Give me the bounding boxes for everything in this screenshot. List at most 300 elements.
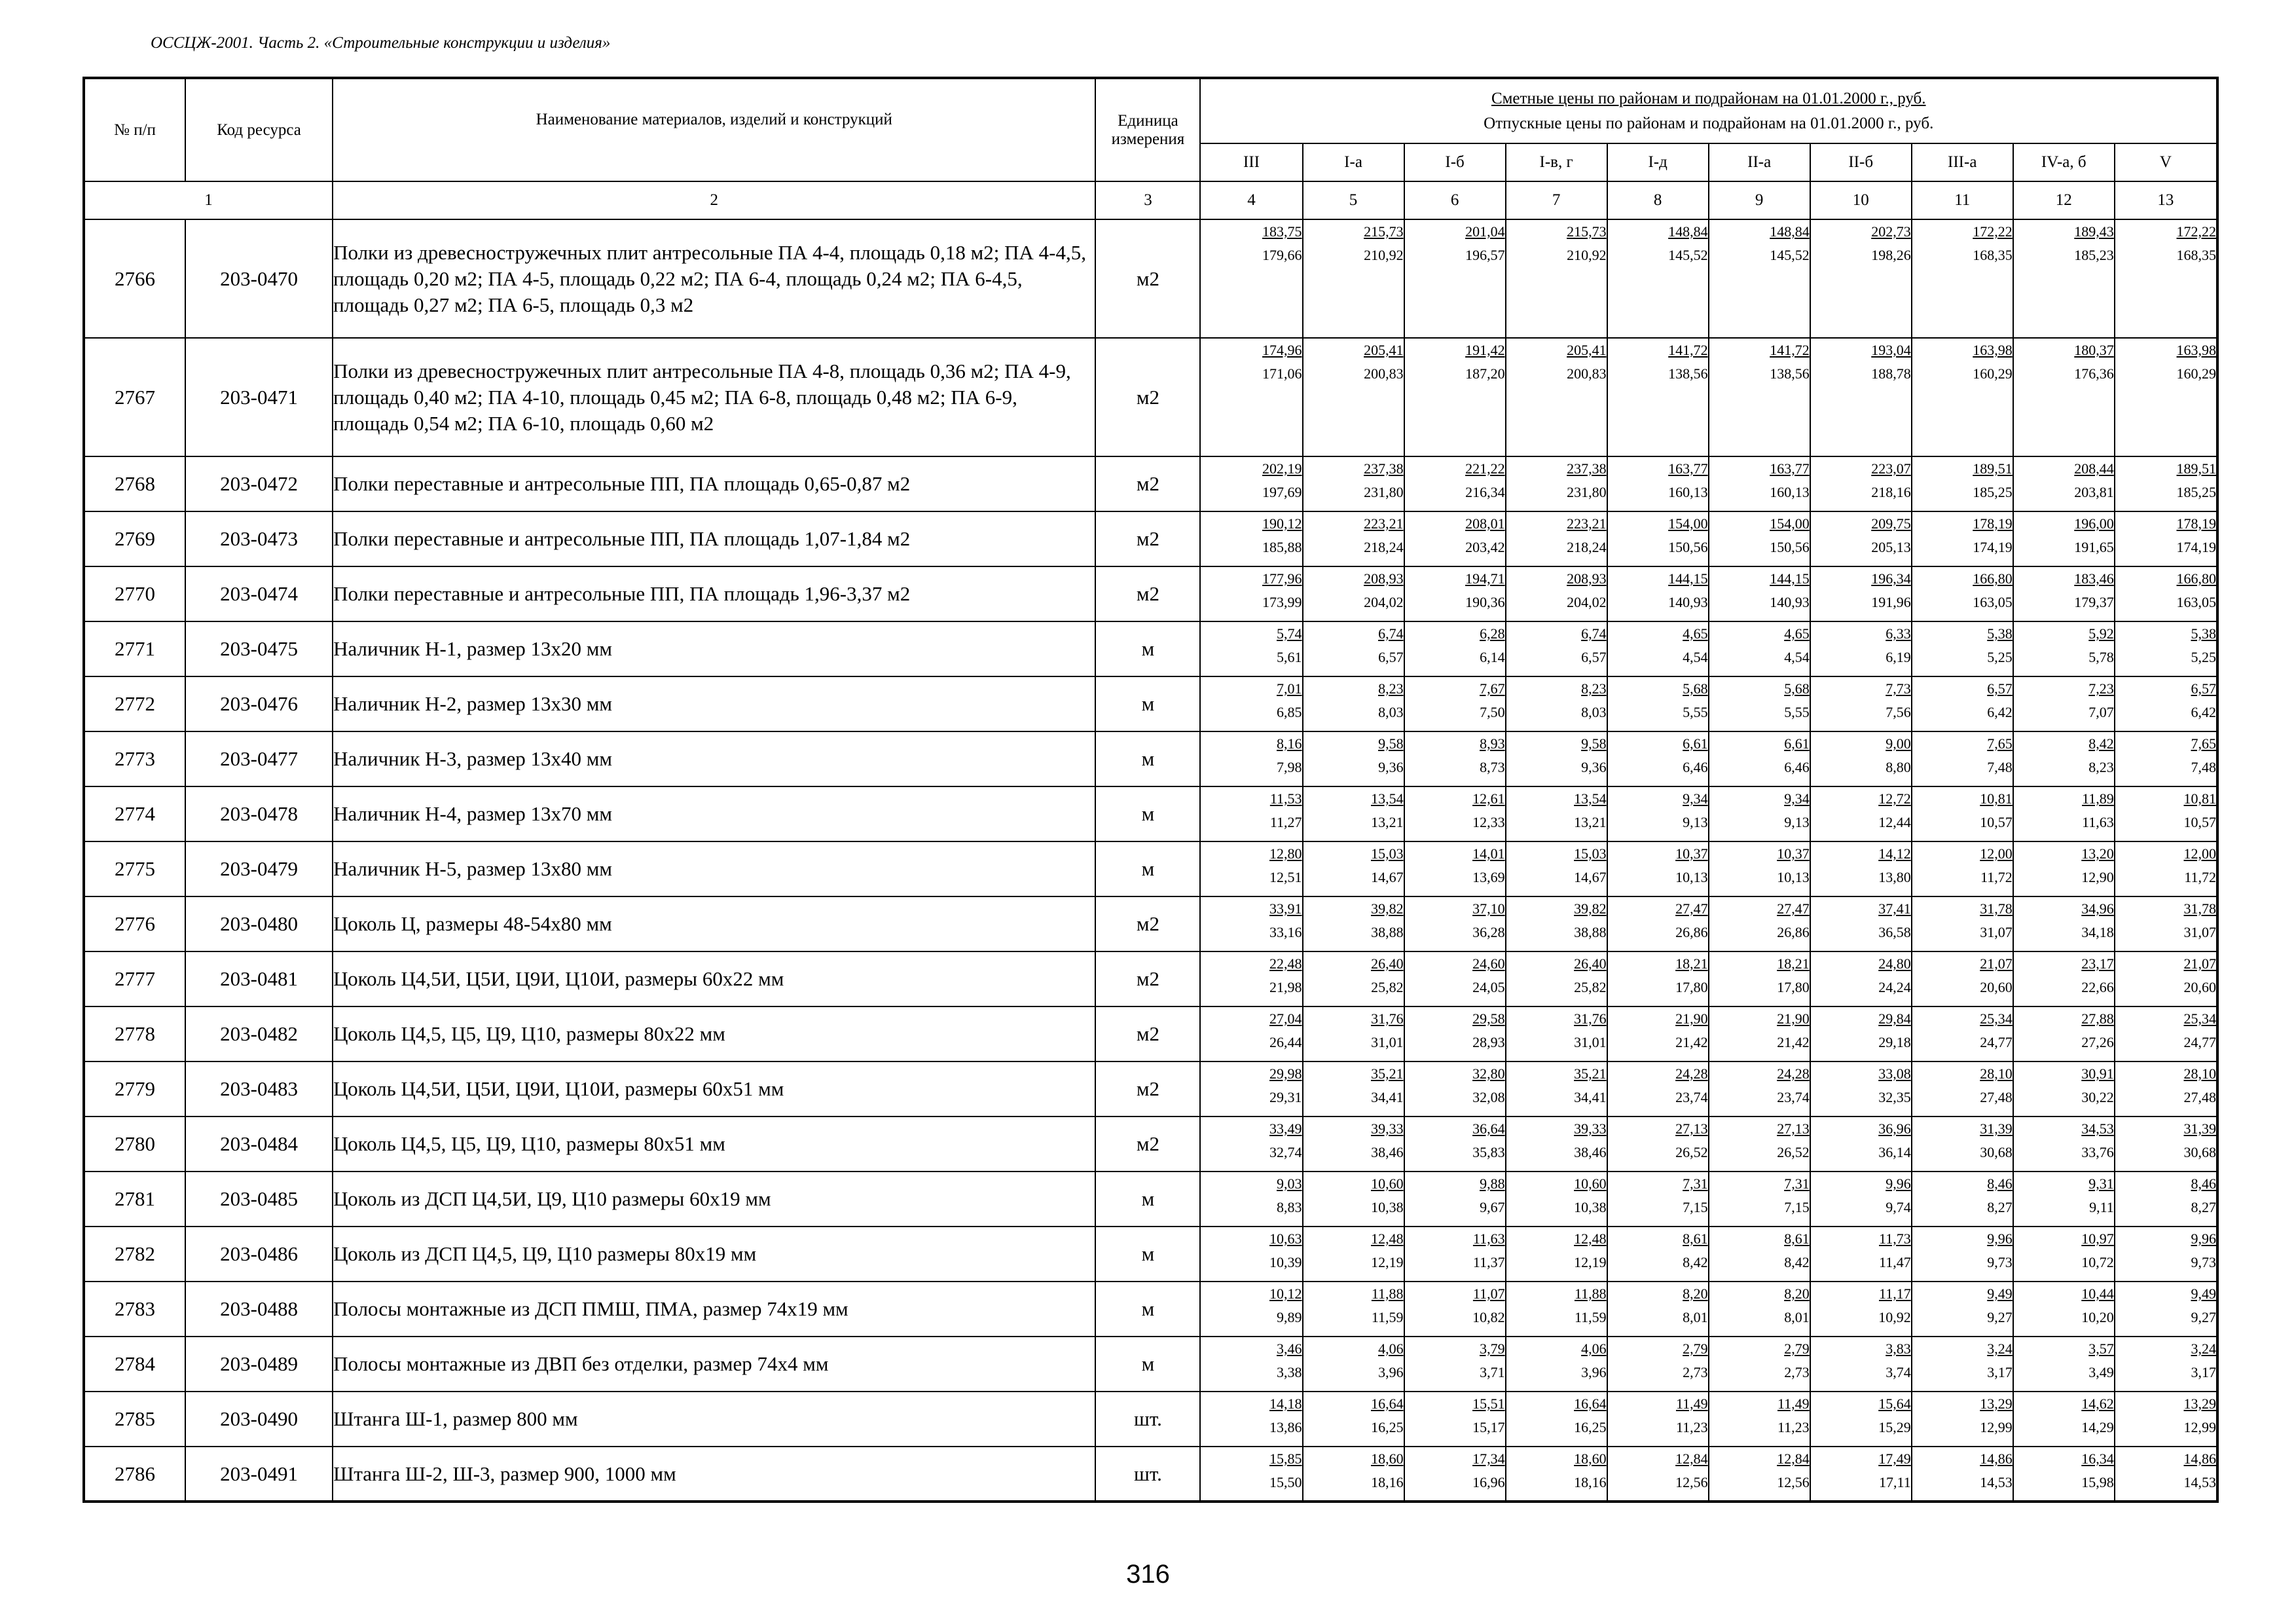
estimate-price: 8,42: [2088, 735, 2114, 752]
estimate-price: 34,53: [2081, 1120, 2114, 1137]
price-cell: [1303, 456, 1404, 511]
release-price: 176,36: [2074, 365, 2114, 382]
estimate-price: 223,21: [1364, 515, 1404, 532]
estimate-price: 27,88: [2081, 1010, 2114, 1027]
release-price: 4,54: [1683, 649, 1708, 665]
release-price: 5,61: [1277, 649, 1302, 665]
estimate-price: 5,38: [2191, 625, 2216, 642]
release-price: 185,23: [2074, 247, 2114, 263]
release-price: 174,19: [1973, 539, 2013, 555]
price-cell: [2115, 1227, 2217, 1282]
table-row: [84, 1006, 2217, 1061]
release-price: 168,35: [1973, 247, 2013, 263]
price-cell: [1506, 951, 1607, 1006]
price-cell: [1607, 1172, 1709, 1227]
price-cell: [1912, 1282, 2013, 1337]
price-cell: [1709, 1392, 1810, 1447]
price-cell: [1810, 1061, 1912, 1116]
release-price: 14,53: [2183, 1474, 2216, 1490]
release-price: 12,99: [1980, 1419, 2013, 1435]
estimate-price: 32,80: [1472, 1065, 1505, 1082]
price-cell: [1506, 841, 1607, 896]
release-price: 174,19: [2176, 539, 2216, 555]
release-price: 145,52: [1668, 247, 1708, 263]
estimate-price: 8,20: [1784, 1285, 1810, 1302]
price-cell: [1912, 1172, 2013, 1227]
price-cell: [2115, 511, 2217, 566]
release-price: 8,83: [1277, 1199, 1302, 1215]
estimate-price: 5,68: [1683, 680, 1708, 697]
column-number: 5: [1303, 181, 1404, 219]
price-cell: [1810, 1172, 1912, 1227]
release-price: 26,86: [1777, 924, 1810, 940]
release-price: 6,14: [1480, 649, 1505, 665]
price-cell: [1200, 338, 1302, 456]
item-name: Полки из древесностружечных плит антресольные ПА 4-4, площадь 0,18 м2; ПА 4-4,5, площадь 0,20 м2; ПА 4-5, площадь 0,22 м2; ПА 6-4, площадь 0,24 м2; ПА 6-4,5, площадь 0,27 м2; ПА 6-5, площадь 0,3 м2: [333, 219, 1095, 338]
release-price: 10,57: [2183, 814, 2216, 830]
estimate-price: 202,19: [1262, 460, 1302, 477]
estimate-price: 33,49: [1269, 1120, 1302, 1137]
estimate-price: 9,96: [1886, 1175, 1911, 1192]
price-cell: [1912, 1392, 2013, 1447]
release-price: 173,99: [1262, 594, 1302, 610]
release-price: 10,13: [1777, 869, 1810, 885]
price-cell: [1506, 1227, 1607, 1282]
estimate-price: 8,16: [1277, 735, 1302, 752]
price-cell: [1404, 896, 1506, 951]
unit-of-measure: м2: [1095, 456, 1200, 511]
price-cell: [1810, 1227, 1912, 1282]
release-price: 210,92: [1567, 247, 1607, 263]
estimate-price: 23,17: [2081, 955, 2114, 972]
price-cell: [1506, 1061, 1607, 1116]
column-number: 7: [1506, 181, 1607, 219]
price-cell: [1200, 511, 1302, 566]
price-cell: [1607, 1116, 1709, 1172]
resource-code: 203-0491: [185, 1447, 333, 1502]
price-cell: [1303, 676, 1404, 731]
price-cell: [1404, 1006, 1506, 1061]
release-price: 185,25: [2176, 484, 2216, 500]
price-cell: [1912, 951, 2013, 1006]
unit-of-measure: м: [1095, 731, 1200, 786]
release-price: 11,23: [1675, 1419, 1708, 1435]
region-header: I-б: [1404, 143, 1506, 181]
estimate-price: 29,98: [1269, 1065, 1302, 1082]
row-number: 2784: [84, 1337, 185, 1392]
price-cell: [1810, 1116, 1912, 1172]
estimate-price: 9,03: [1277, 1175, 1302, 1192]
release-price: 11,72: [2184, 869, 2216, 885]
estimate-price: 37,10: [1472, 900, 1505, 917]
release-price: 7,07: [2088, 704, 2114, 720]
release-price: 140,93: [1668, 594, 1708, 610]
estimate-price: 6,74: [1378, 625, 1404, 642]
estimate-price: 163,77: [1770, 460, 1810, 477]
price-cell: [1506, 1337, 1607, 1392]
column-number: 12: [2013, 181, 2115, 219]
resource-code: 203-0471: [185, 338, 333, 456]
price-cell: [1506, 566, 1607, 621]
estimate-price: 144,15: [1770, 570, 1810, 587]
release-price: 29,18: [1878, 1034, 1911, 1050]
price-cell: [1303, 841, 1404, 896]
estimate-price: 27,47: [1777, 900, 1810, 917]
estimate-price: 5,68: [1784, 680, 1810, 697]
release-price: 12,33: [1472, 814, 1505, 830]
estimate-price: 11,63: [1472, 1230, 1505, 1247]
price-cell: [1404, 1061, 1506, 1116]
price-cell: [2013, 1282, 2115, 1337]
release-price: 7,98: [1277, 759, 1302, 775]
unit-of-measure: м2: [1095, 951, 1200, 1006]
estimate-price: 144,15: [1668, 570, 1708, 587]
release-price: 32,35: [1878, 1089, 1911, 1105]
price-cell: [1607, 951, 1709, 1006]
release-price: 15,17: [1472, 1419, 1505, 1435]
estimate-price: 163,77: [1668, 460, 1708, 477]
release-price: 150,56: [1770, 539, 1810, 555]
estimate-price: 30,91: [2081, 1065, 2114, 1082]
release-price: 24,24: [1878, 979, 1911, 995]
price-cell: [1709, 456, 1810, 511]
estimate-price: 10,97: [2081, 1230, 2114, 1247]
column-number: 8: [1607, 181, 1709, 219]
release-price: 29,31: [1269, 1089, 1302, 1105]
estimate-price: 24,28: [1777, 1065, 1810, 1082]
column-number: 6: [1404, 181, 1506, 219]
resource-code: 203-0475: [185, 621, 333, 676]
price-cell: [1912, 621, 2013, 676]
estimate-price: 194,71: [1465, 570, 1505, 587]
row-number: 2777: [84, 951, 185, 1006]
column-number: 11: [1912, 181, 2013, 219]
estimate-price: 223,07: [1871, 460, 1911, 477]
estimate-price: 202,73: [1871, 223, 1911, 240]
estimate-price: 189,43: [2074, 223, 2114, 240]
item-name: Наличник Н-1, размер 13х20 мм: [333, 621, 1095, 676]
price-cell: [1200, 566, 1302, 621]
resource-code: 203-0483: [185, 1061, 333, 1116]
estimate-price: 221,22: [1465, 460, 1505, 477]
price-cell: [1506, 1447, 1607, 1502]
price-cell: [1709, 511, 1810, 566]
item-name: Полки переставные и антресольные ПП, ПА площадь 0,65-0,87 м2: [333, 456, 1095, 511]
price-cell: [2013, 456, 2115, 511]
price-cell: [1200, 1282, 1302, 1337]
estimate-price: 9,31: [2088, 1175, 2114, 1192]
estimate-price: 10,12: [1269, 1285, 1302, 1302]
release-price: 7,15: [1683, 1199, 1708, 1215]
release-price: 8,23: [2088, 759, 2114, 775]
estimate-price: 196,00: [2074, 515, 2114, 532]
resource-code: 203-0489: [185, 1337, 333, 1392]
price-cell: [1506, 1006, 1607, 1061]
table-row: [84, 1172, 2217, 1227]
estimate-price: 27,04: [1269, 1010, 1302, 1027]
estimate-price: 8,61: [1784, 1230, 1810, 1247]
estimate-price: 8,93: [1480, 735, 1505, 752]
region-header: III: [1200, 143, 1302, 181]
price-cell: [1303, 1061, 1404, 1116]
price-cell: [2013, 731, 2115, 786]
estimate-price: 39,82: [1371, 900, 1404, 917]
table-row: [84, 1447, 2217, 1502]
price-cell: [1607, 1061, 1709, 1116]
estimate-price: 11,07: [1472, 1285, 1505, 1302]
release-price: 9,11: [2089, 1199, 2114, 1215]
estimate-price: 9,58: [1581, 735, 1607, 752]
estimate-price: 12,80: [1269, 845, 1302, 862]
price-cell: [1200, 1061, 1302, 1116]
resource-code: 203-0486: [185, 1227, 333, 1282]
estimate-price: 18,21: [1777, 955, 1810, 972]
release-price: 10,57: [1980, 814, 2013, 830]
estimate-price: 10,81: [1980, 790, 2013, 807]
release-price: 12,51: [1269, 869, 1302, 885]
estimate-price: 13,54: [1574, 790, 1607, 807]
unit-of-measure: м2: [1095, 219, 1200, 338]
item-name: Наличник Н-2, размер 13х30 мм: [333, 676, 1095, 731]
release-price: 160,13: [1770, 484, 1810, 500]
price-cell: [1404, 1172, 1506, 1227]
estimate-price: 154,00: [1770, 515, 1810, 532]
price-cell: [1810, 1337, 1912, 1392]
estimate-price: 154,00: [1668, 515, 1708, 532]
release-price: 16,25: [1371, 1419, 1404, 1435]
estimate-price: 35,21: [1371, 1065, 1404, 1082]
estimate-price: 208,44: [2074, 460, 2114, 477]
price-cell: [1709, 621, 1810, 676]
price-cell: [1404, 1116, 1506, 1172]
estimate-price: 7,65: [1987, 735, 2013, 752]
estimate-price: 208,93: [1364, 570, 1404, 587]
price-cell: [2115, 896, 2217, 951]
row-number: 2780: [84, 1116, 185, 1172]
price-cell: [1607, 676, 1709, 731]
release-price: 31,01: [1371, 1034, 1404, 1050]
release-price: 13,86: [1269, 1419, 1302, 1435]
release-price: 196,57: [1465, 247, 1505, 263]
estimate-price: 8,23: [1581, 680, 1607, 697]
release-price: 9,13: [1784, 814, 1810, 830]
row-number: 2778: [84, 1006, 185, 1061]
estimate-price: 7,01: [1277, 680, 1302, 697]
release-price: 7,48: [1987, 759, 2013, 775]
resource-code: 203-0470: [185, 219, 333, 338]
price-cell: [2115, 1006, 2217, 1061]
price-cell: [1709, 1006, 1810, 1061]
row-number: 2782: [84, 1227, 185, 1282]
column-number: 9: [1709, 181, 1810, 219]
unit-of-measure: м2: [1095, 1006, 1200, 1061]
estimate-price: 15,03: [1371, 845, 1404, 862]
release-price: 163,05: [1973, 594, 2013, 610]
estimate-price: 215,73: [1364, 223, 1404, 240]
release-price: 8,73: [1480, 759, 1505, 775]
price-cell: [1506, 676, 1607, 731]
release-price: 35,83: [1472, 1144, 1505, 1160]
estimate-price: 205,41: [1364, 342, 1404, 358]
table-row: [84, 1282, 2217, 1337]
estimate-price: 18,21: [1675, 955, 1708, 972]
table-row: [84, 566, 2217, 621]
release-price: 16,25: [1574, 1419, 1607, 1435]
price-cell: [1506, 1116, 1607, 1172]
release-price: 20,60: [1980, 979, 2013, 995]
table-row: [84, 511, 2217, 566]
release-price: 34,41: [1371, 1089, 1404, 1105]
row-number: 2767: [84, 338, 185, 456]
price-table: [82, 77, 2219, 1503]
price-cell: [1404, 1337, 1506, 1392]
item-name: Полки из древесностружечных плит антресольные ПА 4-8, площадь 0,36 м2; ПА 4-9, площадь 0,40 м2; ПА 4-10, площадь 0,45 м2; ПА 6-8, площадь 0,48 м2; ПА 6-9, площадь 0,54 м2; ПА 6-10, площадь 0,60 м2: [333, 338, 1095, 456]
price-cell: [1607, 1447, 1709, 1502]
price-cell: [1912, 1337, 2013, 1392]
price-cell: [1912, 896, 2013, 951]
price-cell: [1709, 676, 1810, 731]
unit-of-measure: м: [1095, 841, 1200, 896]
release-price: 8,03: [1378, 704, 1404, 720]
price-cell: [1404, 1447, 1506, 1502]
release-price: 168,35: [2176, 247, 2216, 263]
unit-of-measure: м: [1095, 676, 1200, 731]
price-cell: [1709, 1447, 1810, 1502]
column-number: 2: [333, 181, 1095, 219]
price-cell: [2115, 676, 2217, 731]
price-cell: [1200, 1447, 1302, 1502]
estimate-price: 13,54: [1371, 790, 1404, 807]
release-price: 38,88: [1371, 924, 1404, 940]
release-price: 3,96: [1378, 1364, 1404, 1380]
unit-of-measure: м2: [1095, 566, 1200, 621]
resource-code: 203-0473: [185, 511, 333, 566]
price-cell: [1200, 1116, 1302, 1172]
row-number: 2769: [84, 511, 185, 566]
item-name: Цоколь Ц, размеры 48-54х80 мм: [333, 896, 1095, 951]
price-cell: [2013, 1227, 2115, 1282]
estimate-price: 14,86: [1980, 1450, 2013, 1467]
price-cell: [1506, 456, 1607, 511]
release-price: 24,77: [2183, 1034, 2216, 1050]
estimate-price: 9,49: [2191, 1285, 2216, 1302]
row-number: 2786: [84, 1447, 185, 1502]
release-price: 12,56: [1777, 1474, 1810, 1490]
price-cell: [2115, 1116, 2217, 1172]
release-price: 187,20: [1465, 365, 1505, 382]
estimate-price: 6,57: [1987, 680, 2013, 697]
estimate-price: 11,88: [1371, 1285, 1404, 1302]
estimate-price: 26,40: [1371, 955, 1404, 972]
unit-of-measure: м2: [1095, 1061, 1200, 1116]
release-price: 160,29: [1973, 365, 2013, 382]
price-cell: [1404, 676, 1506, 731]
price-cell: [2115, 1392, 2217, 1447]
price-cell: [1912, 338, 2013, 456]
estimate-price: 25,34: [2183, 1010, 2216, 1027]
resource-code: 203-0477: [185, 731, 333, 786]
price-cell: [1506, 511, 1607, 566]
price-cell: [1607, 1337, 1709, 1392]
price-cell: [1607, 456, 1709, 511]
estimate-price: 2,79: [1683, 1340, 1708, 1357]
estimate-price: 31,78: [2183, 900, 2216, 917]
price-cell: [1200, 1172, 1302, 1227]
price-cell: [1709, 1172, 1810, 1227]
price-cell: [1303, 511, 1404, 566]
column-number: 3: [1095, 181, 1200, 219]
price-cell: [1810, 841, 1912, 896]
release-price: 8,80: [1886, 759, 1911, 775]
table-row: [84, 951, 2217, 1006]
price-cell: [1404, 841, 1506, 896]
release-price: 9,36: [1378, 759, 1404, 775]
release-price: 38,46: [1574, 1144, 1607, 1160]
item-name: Наличник Н-4, размер 13х70 мм: [333, 786, 1095, 841]
release-price: 17,80: [1675, 979, 1708, 995]
item-name: Цоколь Ц4,5, Ц5, Ц9, Ц10, размеры 80х22 мм: [333, 1006, 1095, 1061]
release-price: 6,42: [1987, 704, 2013, 720]
estimate-price: 9,49: [1987, 1285, 2013, 1302]
release-price: 218,16: [1871, 484, 1911, 500]
estimate-price: 208,01: [1465, 515, 1505, 532]
release-price: 30,22: [2081, 1089, 2114, 1105]
column-number: 10: [1810, 181, 1912, 219]
release-price: 203,42: [1465, 539, 1505, 555]
release-price: 36,14: [1878, 1144, 1911, 1160]
region-header: I-а: [1303, 143, 1404, 181]
release-price: 34,18: [2081, 924, 2114, 940]
price-cell: [2115, 621, 2217, 676]
resource-code: 203-0480: [185, 896, 333, 951]
price-cell: [2013, 1061, 2115, 1116]
unit-of-measure: м2: [1095, 338, 1200, 456]
table-row: [84, 841, 2217, 896]
region-header: I-д: [1607, 143, 1709, 181]
estimate-price: 37,41: [1878, 900, 1911, 917]
release-price: 10,39: [1269, 1254, 1302, 1270]
row-number: 2776: [84, 896, 185, 951]
release-price: 13,21: [1574, 814, 1607, 830]
col-header-prices: [1200, 78, 2217, 143]
price-cell: [1303, 1337, 1404, 1392]
estimate-price: 15,51: [1472, 1395, 1505, 1412]
price-cell: [1303, 1447, 1404, 1502]
region-header: II-а: [1709, 143, 1810, 181]
estimate-price: 7,23: [2088, 680, 2114, 697]
resource-code: 203-0478: [185, 786, 333, 841]
estimate-price: 4,65: [1784, 625, 1810, 642]
price-cell: [1709, 951, 1810, 1006]
release-price: 36,58: [1878, 924, 1911, 940]
price-cell: [2115, 456, 2217, 511]
price-cell: [1607, 338, 1709, 456]
item-name: Наличник Н-3, размер 13х40 мм: [333, 731, 1095, 786]
price-cell: [1200, 1392, 1302, 1447]
release-price: 6,19: [1886, 649, 1911, 665]
release-price: 14,67: [1574, 869, 1607, 885]
estimate-price: 26,40: [1574, 955, 1607, 972]
price-cell: [1506, 731, 1607, 786]
release-price: 138,56: [1668, 365, 1708, 382]
price-cell: [1404, 338, 1506, 456]
price-cell: [1303, 1227, 1404, 1282]
price-cell: [1912, 731, 2013, 786]
price-cell: [1200, 951, 1302, 1006]
estimate-price: 7,73: [1886, 680, 1911, 697]
release-price: 6,57: [1378, 649, 1404, 665]
price-cell: [1303, 1116, 1404, 1172]
